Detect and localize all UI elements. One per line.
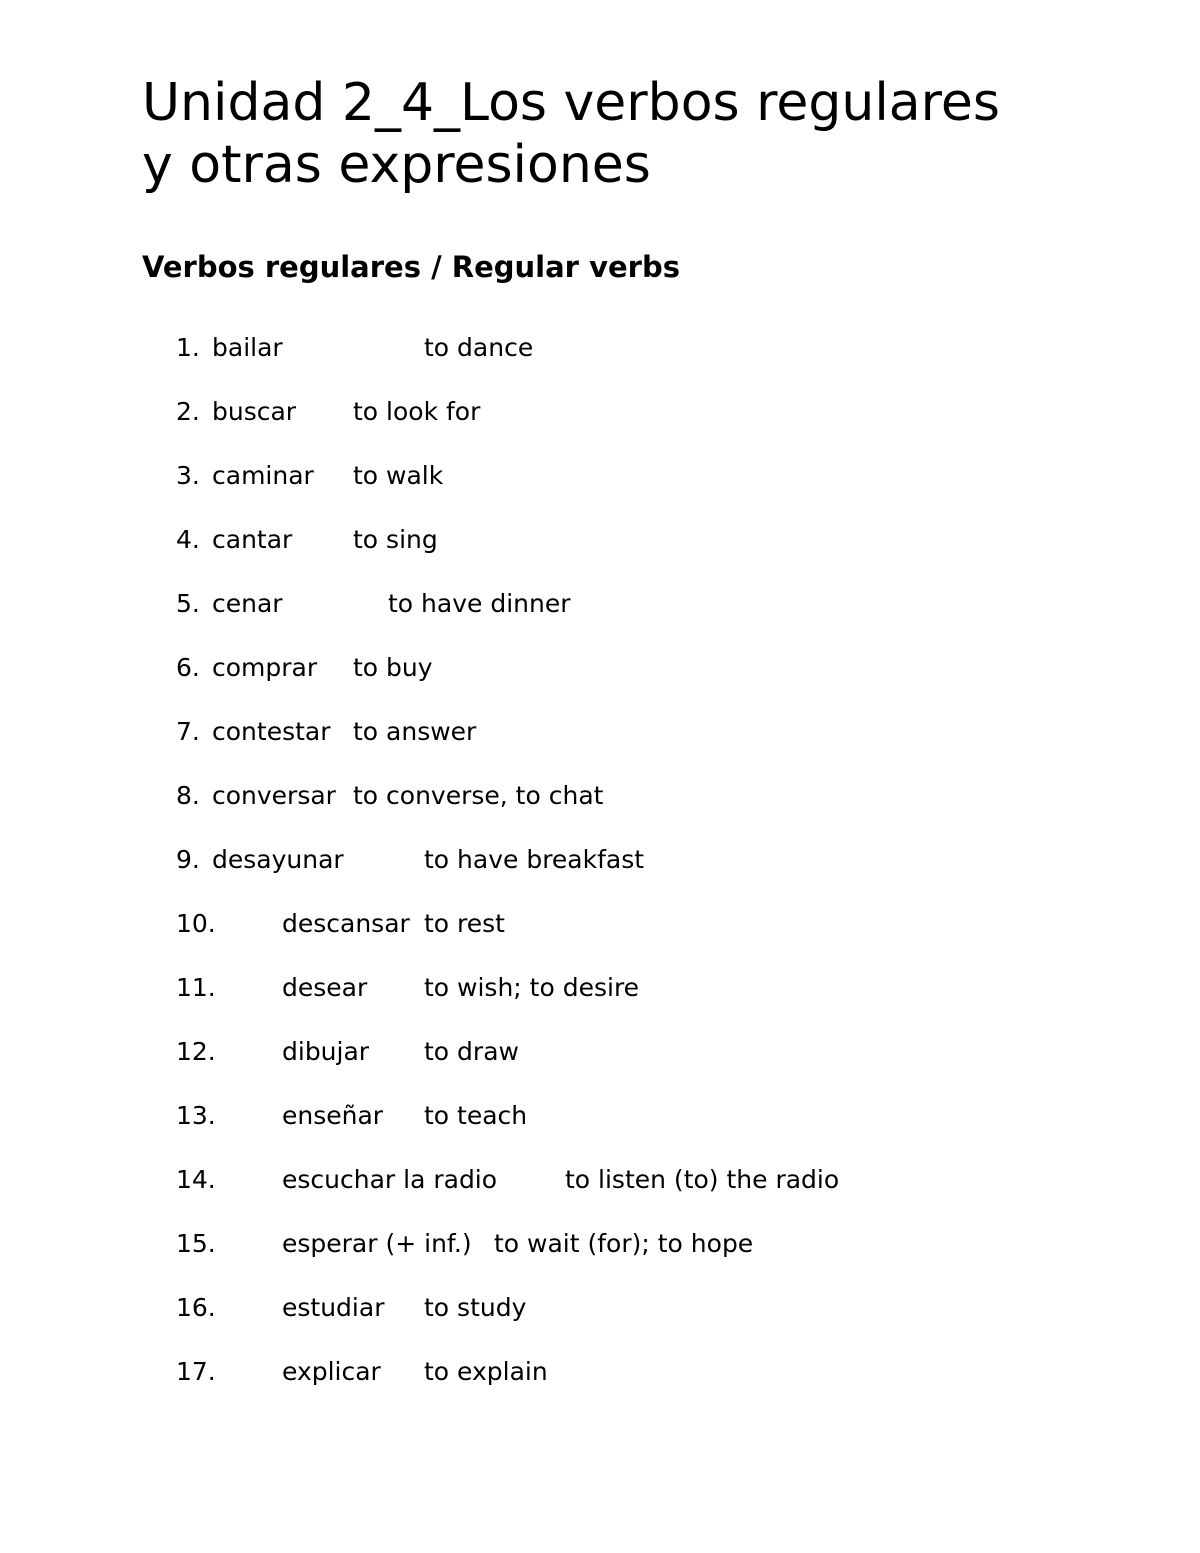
item-number: 4. xyxy=(176,525,200,554)
item-number: 2. xyxy=(176,397,200,426)
spanish-verb: conversar xyxy=(212,781,336,810)
english-translation: to listen (to) the radio xyxy=(565,1165,840,1194)
english-translation: to wish; to desire xyxy=(424,973,640,1002)
english-translation: to teach xyxy=(424,1101,528,1130)
item-number: 15. xyxy=(176,1229,216,1258)
item-number: 10. xyxy=(176,909,216,938)
english-translation: to have breakfast xyxy=(424,845,645,874)
list-item xyxy=(0,1227,1200,1261)
spanish-verb: comprar xyxy=(212,653,318,682)
english-translation: to walk xyxy=(353,461,444,490)
spanish-verb: caminar xyxy=(212,461,314,490)
item-number: 13. xyxy=(176,1101,216,1130)
list-item xyxy=(0,395,1200,429)
spanish-verb: enseñar xyxy=(282,1101,384,1130)
spanish-verb: bailar xyxy=(212,333,283,362)
list-item xyxy=(0,1035,1200,1069)
spanish-verb: esperar (+ inf.) xyxy=(282,1229,472,1258)
spanish-verb: cenar xyxy=(212,589,283,618)
list-item xyxy=(0,651,1200,685)
english-translation: to study xyxy=(424,1293,527,1322)
list-item xyxy=(0,971,1200,1005)
list-item xyxy=(0,587,1200,621)
spanish-verb: buscar xyxy=(212,397,297,426)
spanish-verb: desear xyxy=(282,973,368,1002)
english-translation: to dance xyxy=(424,333,534,362)
english-translation: to draw xyxy=(424,1037,519,1066)
english-translation: to rest xyxy=(424,909,505,938)
english-translation: to converse, to chat xyxy=(353,781,604,810)
list-item xyxy=(0,907,1200,941)
english-translation: to look for xyxy=(353,397,481,426)
spanish-verb: desayunar xyxy=(212,845,344,874)
list-item xyxy=(0,715,1200,749)
list-item xyxy=(0,1099,1200,1133)
spanish-verb: dibujar xyxy=(282,1037,370,1066)
list-item xyxy=(0,1163,1200,1197)
item-number: 7. xyxy=(176,717,200,746)
item-number: 1. xyxy=(176,333,200,362)
section-heading: Verbos regulares / Regular verbs xyxy=(142,250,680,284)
list-item xyxy=(0,331,1200,365)
item-number: 6. xyxy=(176,653,200,682)
spanish-verb: descansar xyxy=(282,909,410,938)
spanish-verb: cantar xyxy=(212,525,293,554)
english-translation: to wait (for); to hope xyxy=(494,1229,754,1258)
english-translation: to sing xyxy=(353,525,438,554)
item-number: 17. xyxy=(176,1357,216,1386)
item-number: 9. xyxy=(176,845,200,874)
item-number: 16. xyxy=(176,1293,216,1322)
list-item xyxy=(0,523,1200,557)
english-translation: to explain xyxy=(424,1357,548,1386)
list-item xyxy=(0,1355,1200,1389)
item-number: 3. xyxy=(176,461,200,490)
english-translation: to have dinner xyxy=(388,589,571,618)
spanish-verb: escuchar la radio xyxy=(282,1165,498,1194)
english-translation: to buy xyxy=(353,653,433,682)
title-line-2: y otras expresiones xyxy=(142,135,651,195)
english-translation: to answer xyxy=(353,717,477,746)
spanish-verb: estudiar xyxy=(282,1293,385,1322)
list-item xyxy=(0,779,1200,813)
list-item xyxy=(0,1291,1200,1325)
item-number: 11. xyxy=(176,973,216,1002)
list-item xyxy=(0,843,1200,877)
item-number: 12. xyxy=(176,1037,216,1066)
spanish-verb: contestar xyxy=(212,717,331,746)
item-number: 14. xyxy=(176,1165,216,1194)
item-number: 8. xyxy=(176,781,200,810)
item-number: 5. xyxy=(176,589,200,618)
title-line-1: Unidad 2_4_Los verbos regulares xyxy=(142,73,1000,133)
spanish-verb: explicar xyxy=(282,1357,381,1386)
list-item xyxy=(0,459,1200,493)
